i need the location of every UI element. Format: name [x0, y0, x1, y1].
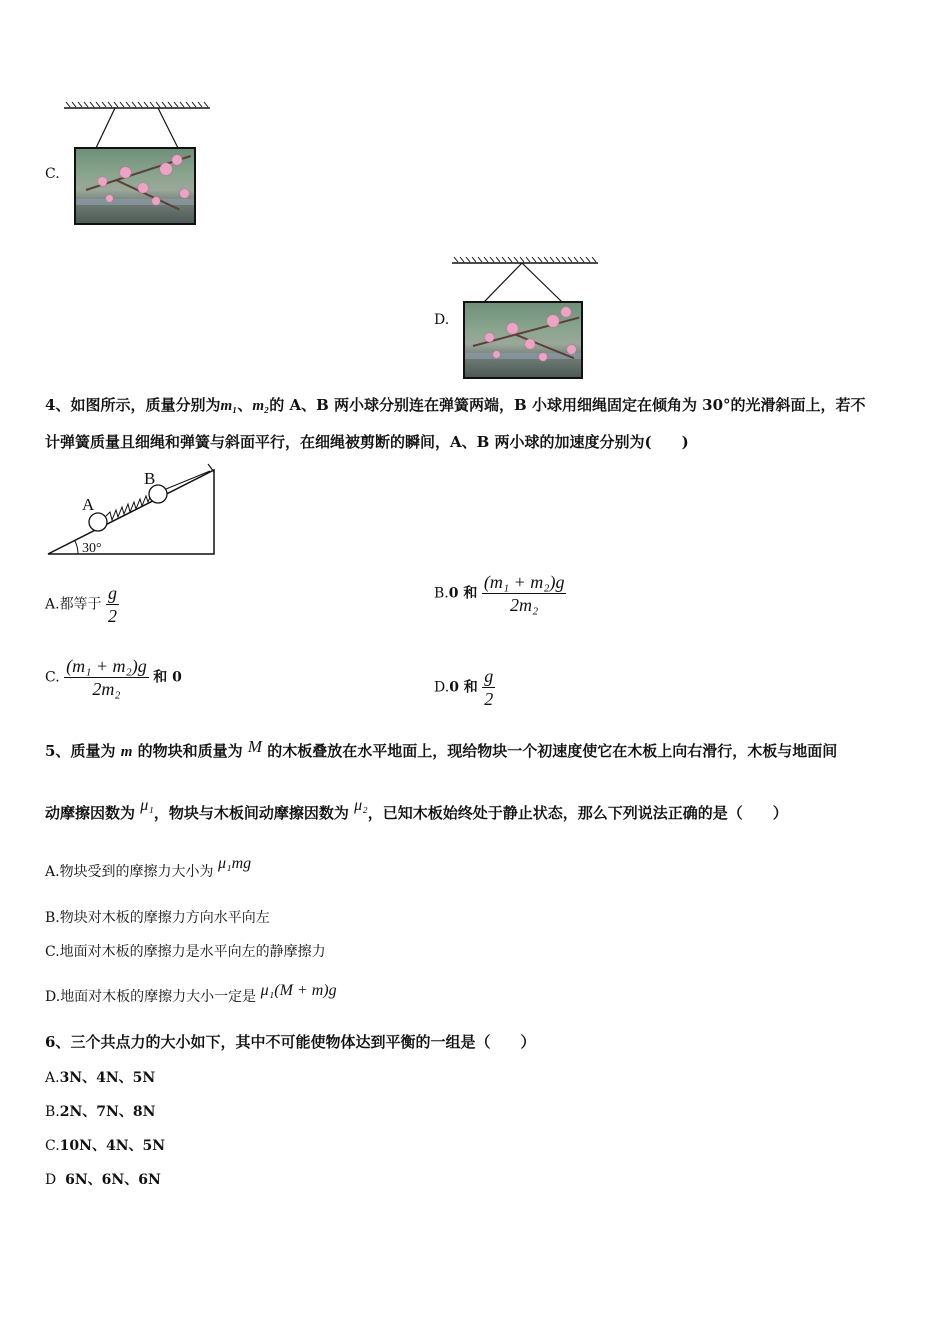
q5-option-c-text: 地面对木板的摩擦力是水平向左的静摩擦力	[59, 944, 326, 960]
q4-option-c-num: (m₁ + m₂)g	[66, 656, 147, 676]
q5-stem-line-2	[45, 797, 788, 823]
q4-stem-part-1: 如图所示，质量分别为	[70, 396, 221, 414]
q5-option-a-label: A.	[45, 864, 60, 880]
q4-stem-line-2: 计弹簧质量且细绳和弹簧与斜面平行，在细绳被剪断的瞬间，A、B 两小球的加速度分别为( )	[45, 433, 689, 451]
q5-option-b[interactable]	[45, 907, 270, 927]
q6-option-c-label: C.	[45, 1138, 60, 1154]
q4-option-c-label: C.	[45, 669, 60, 686]
q6-stem	[45, 1031, 535, 1052]
q5-option-c-label: C.	[45, 944, 60, 960]
q4-option-a[interactable]	[45, 582, 119, 627]
q5-option-c[interactable]	[45, 941, 326, 961]
q6-option-d-text: 6N、6N、6N	[65, 1172, 161, 1188]
q4-option-b-label: B.	[434, 585, 449, 602]
q6-option-c[interactable]	[45, 1135, 165, 1155]
q5-stem-part-3: 的木板叠放在水平地面上，现给物块一个初速度使它在木板上向右滑行，木板与地面间	[267, 742, 838, 760]
q4-option-a-den: 2	[108, 606, 118, 626]
q4-label-a: A	[82, 495, 95, 514]
q4-option-d-fraction	[482, 665, 495, 710]
q4-option-a-label: A.	[45, 596, 60, 613]
q4-option-c-den: 2m₂	[92, 679, 121, 699]
q5-mu1: μ₁	[140, 797, 154, 814]
q4-m2: m₂	[252, 398, 270, 414]
q5-mu2: μ₂	[354, 797, 368, 814]
q5-stem-part-2: 的物块和质量为	[137, 742, 243, 760]
q5-option-d-math: μ₁(M + m)g	[260, 982, 337, 999]
q5-number: 5、	[45, 742, 71, 760]
q5-stem-part-1: 质量为	[70, 742, 116, 760]
q6-option-d-label: D	[45, 1172, 57, 1188]
q5-option-a-text: 物块受到的摩擦力大小为	[59, 864, 214, 880]
q4-option-b-fraction	[482, 571, 567, 616]
q3-c-picture-frame	[74, 147, 196, 225]
q4-m1: m₁	[220, 398, 238, 414]
q5-line2-part-3: ，已知木板始终处于静止状态，那么下列说法正确的是（ ）	[367, 804, 788, 822]
q5-line2-part-2: ，物块与木板间动摩擦因数为	[153, 804, 349, 822]
q4-option-c-text: 和 0	[153, 669, 182, 686]
q4-option-c[interactable]	[45, 655, 182, 700]
q5-option-b-text: 物块对木板的摩擦力方向水平向左	[59, 910, 270, 926]
q3-d-picture-frame	[463, 301, 583, 379]
q6-option-a-text: 3N、4N、5N	[59, 1070, 156, 1086]
q4-option-b-text: 0 和	[448, 585, 478, 602]
q4-option-b[interactable]	[434, 571, 566, 616]
q4-angle-label: 30°	[82, 541, 102, 556]
q3-option-c-label[interactable]: C.	[45, 166, 60, 182]
q4-option-d-den: 2	[484, 689, 494, 709]
q4-label-b: B	[144, 469, 156, 488]
q4-option-d-text: 0 和	[449, 679, 478, 696]
q4-incline-diagram	[44, 462, 220, 562]
q6-option-b-label: B.	[45, 1104, 60, 1120]
q6-option-d[interactable]	[45, 1169, 161, 1189]
q4-stem-line-1	[45, 394, 866, 415]
q5-option-a-math: μ₁mg	[218, 855, 252, 872]
q4-option-a-text: 都等于	[59, 596, 102, 613]
q4-stem-part-2: 的 A、B 两小球分别连在弹簧两端，B 小球用细绳固定在倾角为 30°的光滑斜面上，若不	[269, 396, 866, 414]
q5-option-d-text: 地面对木板的摩擦力大小一定是	[60, 989, 257, 1005]
q5-line2-part-1: 动摩擦因数为	[45, 804, 136, 822]
q3-option-d-label[interactable]: D.	[434, 312, 450, 328]
q4-option-a-fraction	[106, 582, 119, 627]
q5-option-a[interactable]	[45, 855, 252, 881]
q5-option-d-label: D.	[45, 989, 61, 1005]
q6-option-b[interactable]	[45, 1101, 155, 1121]
q5-option-b-label: B.	[45, 910, 60, 926]
q6-option-a-label: A.	[45, 1070, 60, 1086]
q4-option-d-label: D.	[434, 679, 450, 696]
q4-number: 4、	[45, 396, 71, 414]
q3-d-ceiling-diagram	[448, 252, 608, 308]
q6-number: 6、	[45, 1033, 71, 1051]
q4-option-d[interactable]	[434, 665, 495, 710]
q4-option-c-fraction	[64, 655, 149, 700]
q4-option-b-num: (m₁ + m₂)g	[483, 572, 565, 592]
q6-stem-text: 三个共点力的大小如下，其中不可能使物体达到平衡的一组是（ ）	[70, 1033, 536, 1051]
q6-option-c-text: 10N、4N、5N	[59, 1138, 166, 1154]
q4-sep: 、	[237, 396, 253, 414]
q6-option-b-text: 2N、7N、8N	[59, 1104, 156, 1120]
q4-option-d-num: g	[484, 666, 494, 686]
q5-M: M	[247, 737, 263, 756]
q4-option-a-num: g	[108, 583, 118, 603]
q4-option-b-den: 2m₂	[510, 595, 539, 615]
q5-stem-line-1	[45, 737, 838, 761]
q5-m: m	[120, 744, 133, 760]
q6-option-a[interactable]	[45, 1067, 155, 1087]
q5-option-d[interactable]	[45, 982, 337, 1006]
